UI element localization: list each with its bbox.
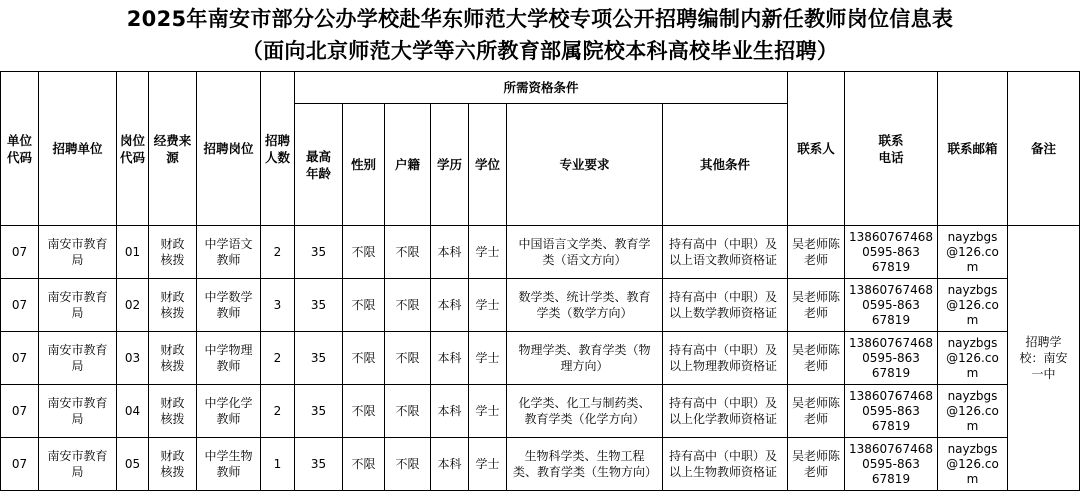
cell-phone — [845, 279, 938, 332]
cell-unit-code: 07 — [1, 279, 39, 332]
cell-post-code: 02 — [117, 279, 149, 332]
cell-major: 生物科学类、生物工程类、教育学类（生物方向） — [507, 438, 663, 491]
cell-other: 持有高中（中职）及以上数学教师资格证 — [663, 279, 788, 332]
cell-education: 本科 — [431, 332, 469, 385]
header-post-name: 招聘岗位 — [197, 72, 261, 226]
cell-contact: 吴老师陈老师 — [788, 279, 845, 332]
cell-gender: 不限 — [343, 438, 385, 491]
phone-mobile: 13860767468 — [849, 229, 933, 244]
cell-unit-name: 南安市教育局 — [39, 438, 117, 491]
cell-count: 2 — [261, 226, 295, 279]
cell-phone — [845, 385, 938, 438]
cell-funding: 财政核拨 — [149, 226, 197, 279]
phone-landline: 0595-86367819 — [862, 244, 920, 274]
header-funding: 经费来源 — [149, 72, 197, 226]
cell-other: 持有高中（中职）及以上化学教师资格证 — [663, 385, 788, 438]
cell-degree: 学士 — [469, 226, 507, 279]
cell-max-age: 35 — [295, 226, 343, 279]
cell-unit-code: 07 — [1, 385, 39, 438]
cell-unit-code: 07 — [1, 332, 39, 385]
cell-contact: 吴老师陈老师 — [788, 226, 845, 279]
header-remark: 备注 — [1008, 72, 1080, 226]
header-degree: 学位 — [469, 104, 507, 226]
cell-gender: 不限 — [343, 279, 385, 332]
cell-unit-name: 南安市教育局 — [39, 385, 117, 438]
cell-post-code: 01 — [117, 226, 149, 279]
cell-phone — [845, 226, 938, 279]
cell-max-age: 35 — [295, 385, 343, 438]
header-email: 联系邮箱 — [938, 72, 1008, 226]
table-row — [1, 279, 1080, 332]
cell-major: 化学类、化工与制药类、教育学类（化学方向） — [507, 385, 663, 438]
phone-mobile: 13860767468 — [849, 441, 933, 456]
cell-email: nayzbgs@126.com — [938, 279, 1008, 332]
header-unit-name: 招聘单位 — [39, 72, 117, 226]
cell-household: 不限 — [385, 279, 431, 332]
cell-max-age: 35 — [295, 438, 343, 491]
cell-post-name: 中学生物教师 — [197, 438, 261, 491]
cell-email: nayzbgs@126.com — [938, 385, 1008, 438]
cell-max-age: 35 — [295, 332, 343, 385]
header-contact: 联系人 — [788, 72, 845, 226]
cell-post-code: 03 — [117, 332, 149, 385]
cell-degree: 学士 — [469, 279, 507, 332]
header-phone: 联系电话 — [845, 72, 938, 226]
table-row — [1, 226, 1080, 279]
cell-gender: 不限 — [343, 226, 385, 279]
header-count: 招聘人数 — [261, 72, 295, 226]
header-household: 户籍 — [385, 104, 431, 226]
cell-phone — [845, 438, 938, 491]
header-other: 其他条件 — [663, 104, 788, 226]
cell-funding: 财政核拨 — [149, 279, 197, 332]
cell-contact: 吴老师陈老师 — [788, 385, 845, 438]
cell-post-name: 中学数学教师 — [197, 279, 261, 332]
cell-email: nayzbgs@126.com — [938, 332, 1008, 385]
cell-count: 3 — [261, 279, 295, 332]
cell-unit-code: 07 — [1, 226, 39, 279]
cell-count: 2 — [261, 385, 295, 438]
cell-funding: 财政核拨 — [149, 385, 197, 438]
cell-degree: 学士 — [469, 332, 507, 385]
cell-email: nayzbgs@126.com — [938, 438, 1008, 491]
cell-unit-code: 07 — [1, 438, 39, 491]
cell-gender: 不限 — [343, 332, 385, 385]
cell-email: nayzbgs@126.com — [938, 226, 1008, 279]
header-max-age: 最高年龄 — [295, 104, 343, 226]
job-info-table — [0, 71, 1080, 491]
cell-education: 本科 — [431, 438, 469, 491]
cell-post-code: 04 — [117, 385, 149, 438]
phone-landline: 0595-86367819 — [862, 456, 920, 486]
phone-mobile: 13860767468 — [849, 335, 933, 350]
phone-landline: 0595-86367819 — [862, 350, 920, 380]
cell-household: 不限 — [385, 332, 431, 385]
cell-household: 不限 — [385, 385, 431, 438]
cell-unit-name: 南安市教育局 — [39, 279, 117, 332]
cell-other: 持有高中（中职）及以上物理教师资格证 — [663, 332, 788, 385]
cell-funding: 财政核拨 — [149, 332, 197, 385]
phone-landline: 0595-86367819 — [862, 403, 920, 433]
phone-mobile: 13860767468 — [849, 282, 933, 297]
cell-gender: 不限 — [343, 385, 385, 438]
cell-post-code: 05 — [117, 438, 149, 491]
cell-other: 持有高中（中职）及以上语文教师资格证 — [663, 226, 788, 279]
cell-post-name: 中学语文教师 — [197, 226, 261, 279]
cell-major: 物理学类、教育学类（物理方向） — [507, 332, 663, 385]
cell-major: 中国语言文学类、教育学类（语文方向） — [507, 226, 663, 279]
table-row — [1, 438, 1080, 491]
cell-household: 不限 — [385, 438, 431, 491]
cell-max-age: 35 — [295, 279, 343, 332]
cell-contact: 吴老师陈老师 — [788, 438, 845, 491]
cell-household: 不限 — [385, 226, 431, 279]
header-post-code: 岗位代码 — [117, 72, 149, 226]
cell-unit-name: 南安市教育局 — [39, 226, 117, 279]
cell-major: 数学类、统计学类、教育学类（数学方向） — [507, 279, 663, 332]
cell-education: 本科 — [431, 385, 469, 438]
cell-remark: 招聘学校：南安一中 — [1008, 226, 1080, 491]
cell-degree: 学士 — [469, 438, 507, 491]
phone-mobile: 13860767468 — [849, 388, 933, 403]
cell-count: 1 — [261, 438, 295, 491]
cell-degree: 学士 — [469, 385, 507, 438]
cell-education: 本科 — [431, 226, 469, 279]
page-title: 2025年南安市部分公办学校赴华东师范大学校专项公开招聘编制内新任教师岗位信息表 — [126, 7, 954, 31]
table-row — [1, 332, 1080, 385]
cell-education: 本科 — [431, 279, 469, 332]
header-gender: 性别 — [343, 104, 385, 226]
phone-landline: 0595-86367819 — [862, 297, 920, 327]
cell-count: 2 — [261, 332, 295, 385]
header-major: 专业要求 — [507, 104, 663, 226]
header-unit-code: 单位代码 — [1, 72, 39, 226]
page-subtitle: （面向北京师范大学等六所教育部属院校本科高校毕业生招聘） — [241, 39, 839, 63]
header-education: 学历 — [431, 104, 469, 226]
cell-contact: 吴老师陈老师 — [788, 332, 845, 385]
cell-phone — [845, 332, 938, 385]
cell-post-name: 中学物理教师 — [197, 332, 261, 385]
header-qualifications: 所需资格条件 — [295, 72, 788, 104]
table-row — [1, 385, 1080, 438]
cell-other: 持有高中（中职）及以上生物教师资格证 — [663, 438, 788, 491]
cell-unit-name: 南安市教育局 — [39, 332, 117, 385]
cell-post-name: 中学化学教师 — [197, 385, 261, 438]
cell-funding: 财政核拨 — [149, 438, 197, 491]
